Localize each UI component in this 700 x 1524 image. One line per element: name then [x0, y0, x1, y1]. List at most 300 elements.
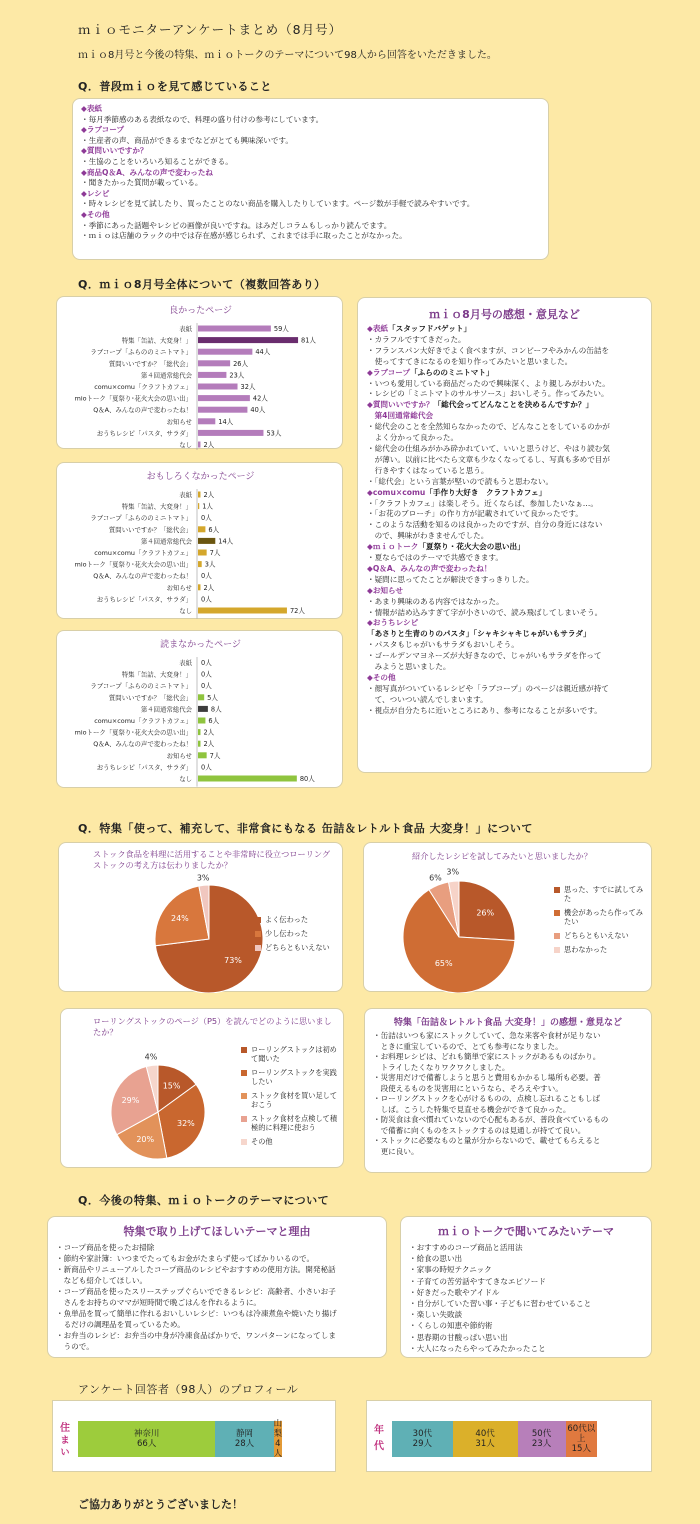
bar-category-label: 質問いいですか？「総代会」 [108, 525, 192, 534]
bar-category-label: 第４回通常総代会 [140, 371, 192, 380]
bar [198, 561, 202, 567]
comment-group [367, 629, 642, 673]
mio-talk-card [400, 1216, 652, 1358]
bar-value-label: 2人 [203, 491, 215, 499]
bar-category-label: comu×comu「クラフトカフェ」 [94, 383, 192, 391]
bar-chart-unread [57, 631, 344, 789]
legend-item [554, 931, 650, 940]
bar-value-label: 2人 [203, 441, 215, 449]
comment-group [367, 488, 642, 543]
comment-group [367, 542, 642, 564]
bar [198, 741, 200, 747]
segment-name: 50代 [531, 1429, 552, 1439]
bar-value-label: 0人 [201, 763, 212, 772]
comment-group-heading [81, 168, 540, 179]
bar-value-label: 0人 [201, 670, 212, 679]
legend-swatch [241, 1093, 247, 1099]
list-line: ・魚単品を買って簡単に作れるおいしいレシピ：いつもは冷凍煮魚や焼いたり揚げ [56, 1309, 337, 1318]
comment-line: ・顔写真がついているレシピや「ラブコープ」のページは親近感が持て [367, 683, 609, 693]
legend-swatch [241, 1070, 247, 1076]
bar-value-label: 44人 [255, 348, 271, 357]
q1-card [72, 98, 549, 260]
group-label: ◆ｍｉｏトーク [367, 542, 419, 552]
list-line: 更に良い。 [373, 1146, 419, 1156]
bar-category-label: ラブコープ「ふらののミニトマト」 [90, 514, 192, 523]
bar-value-label: 7人 [209, 751, 221, 760]
bar-value-label: 53人 [266, 429, 282, 438]
mio-talk-title: ｍｉｏトークで聞いてみたいテーマ [438, 1225, 614, 1238]
q2-heading: Q．ｍｉｏ8月号全体について（複数回答あり） [78, 278, 326, 291]
bar-value-label: 59人 [273, 325, 289, 333]
bar-category-label: comu×comu「クラフトカフェ」 [94, 549, 192, 557]
legend-item [255, 915, 341, 924]
list-line: ・思春期の甘酸っぱい思い出 [409, 1332, 508, 1342]
legend-item [255, 929, 341, 938]
bar-category-label: 質問いいですか？「総代会」 [108, 693, 192, 702]
bar-value-label: 0人 [201, 659, 212, 667]
segment-name: 神奈川 [133, 1429, 160, 1439]
pie-value-label: 29% [121, 1096, 140, 1106]
list-line: ときに重宝しているので、とても参考になりました。 [373, 1041, 563, 1051]
group-label: ◆その他 [81, 209, 110, 219]
bar [198, 538, 215, 544]
bar-value-label: 6人 [208, 525, 220, 534]
legend-label: 機会があったら作ってみたい [564, 908, 643, 926]
legend-label: ローリングストックを実践したい [251, 1068, 337, 1086]
list-line: ・お料理レシピは、どれも簡単で家にストックがあるものばかり。 [373, 1052, 601, 1061]
bar-value-label: 81人 [301, 336, 317, 345]
q2-comments-card [357, 297, 652, 773]
group-label: ◆おうちレシピ [367, 618, 419, 628]
bar [198, 729, 200, 735]
list-line: ・節約や家計簿：いつまでたってもお金がたまらず使ってばかりいるので。 [56, 1254, 315, 1263]
pie1-legend [255, 915, 341, 957]
q3-comments [373, 1031, 643, 1157]
list-line: ・子育ての苦労話やすてきなエピソード [409, 1276, 546, 1286]
q2-comments [367, 324, 642, 717]
bar [198, 442, 200, 448]
comment-group [367, 673, 642, 717]
bar [198, 372, 226, 378]
segment-count: 31人 [475, 1439, 495, 1449]
comment-line: 行きやすくはなっていると思う。 [367, 465, 489, 475]
bar-value-label: 40人 [250, 406, 266, 415]
comment-group-heading [81, 104, 540, 115]
legend-swatch [554, 947, 560, 953]
bar-category-label: なし [179, 607, 192, 615]
group-label: ◆表紙 [367, 324, 389, 333]
profile-segment [518, 1421, 566, 1457]
bar-category-label: 特集「缶詰、大変身！」 [121, 336, 192, 345]
bar-value-label: 0人 [201, 572, 212, 581]
bar-category-label: 表紙 [179, 491, 192, 499]
segment-name: 静岡 [236, 1429, 254, 1439]
bar [198, 776, 297, 782]
q1-heading: Q．普段ｍｉｏを見て感じていること [78, 80, 272, 93]
legend-label: 思った、すでに試してみた [564, 885, 644, 903]
bar [198, 337, 298, 343]
pie-card-2 [363, 842, 652, 992]
list-line: ・給食の思い出 [409, 1254, 463, 1264]
comment-group-heading [81, 210, 540, 221]
q3-comments-card [364, 1008, 652, 1173]
comment-group [81, 146, 540, 167]
list-line: ・楽しい失敗談 [409, 1310, 463, 1320]
bar-chart-title: おもしろくなかったページ [146, 472, 255, 482]
comment-group [367, 564, 642, 586]
legend-label: 思わなかった [564, 945, 608, 954]
comment-group-heading [367, 629, 642, 640]
group-label: ◆質問いいですか？ [367, 400, 434, 410]
legend-label: ストック食材を点検して積極的に料理に使おう [251, 1114, 338, 1132]
bar [198, 430, 263, 436]
pie-value-label: 65% [434, 958, 453, 968]
comment-line: ・情報が詰め込みすぎて字が小さいので、読み飛ばしてしまいそう。 [367, 607, 603, 617]
group-subtitle: 「手作り大好き クラフトカフェ」 [425, 487, 547, 497]
bar [198, 418, 215, 424]
bar [198, 694, 204, 700]
bar [198, 360, 230, 366]
comment-line: ・疑問に思ってたことが解決できすっきりした。 [367, 574, 534, 584]
group-label: ◆ラブコープ [81, 125, 125, 135]
pie-value-label: 3% [196, 873, 210, 883]
profile-segment [215, 1421, 273, 1457]
legend-item [241, 1114, 341, 1132]
pie-value-label: 6% [429, 873, 442, 883]
comment-group [81, 168, 540, 189]
residence-bar [78, 1421, 282, 1457]
bar-category-label: comu×comu「クラフトカフェ」 [94, 717, 192, 725]
segment-name: 60代以上 [567, 1424, 596, 1444]
segment-count: 4人 [273, 1439, 283, 1459]
comment-line: ・夏ならではのテーマで共感できます。 [367, 553, 504, 563]
bar [198, 349, 252, 355]
comment-line: ・聞きたかった質問が載っている。 [81, 178, 203, 188]
legend-label: どちらともいえない [265, 943, 330, 952]
bar-value-label: 0人 [201, 682, 212, 691]
bar-value-label: 2人 [203, 740, 215, 749]
list-line: で備蓄に向くものをストックするのは見通しが持てて良い。 [373, 1125, 586, 1135]
bar-category-label: おうちレシピ「パスタ、サラダ」 [96, 763, 192, 772]
bar-category-label: 特集「缶詰、大変身！」 [121, 502, 192, 511]
comment-line: よく分かって良かった。 [367, 433, 459, 443]
bar-value-label: 2人 [203, 728, 215, 737]
legend-swatch [255, 945, 261, 951]
comment-group [81, 210, 540, 242]
bar-value-label: 14人 [218, 417, 234, 426]
bar [198, 384, 238, 390]
bar-value-label: 80人 [299, 775, 315, 783]
comment-group [367, 586, 642, 619]
bar-category-label: なし [179, 775, 192, 783]
bar-value-label: 14人 [218, 537, 234, 546]
comment-group [367, 368, 642, 401]
comment-group-heading [367, 411, 642, 422]
list-line: しば。こうした特集で見直せる機会ができて良かった。 [373, 1104, 571, 1114]
pie-value-label: 73% [224, 956, 242, 966]
list-line: トライしたくなりワクワクしました。 [373, 1062, 510, 1072]
legend-label: どちらともいえない [564, 931, 629, 940]
q3-comments-title: 特集「缶詰＆レトルト食品 大変身！」の感想・意見など [393, 1018, 623, 1028]
bar-category-label: 表紙 [179, 659, 192, 667]
bar-value-label: 0人 [201, 514, 212, 523]
bar-category-label: Q＆A、みんなの声で変わったね！ [93, 572, 192, 581]
bar [198, 706, 208, 712]
comment-group [81, 125, 540, 146]
comment-group [367, 324, 642, 368]
profile-segment [392, 1421, 453, 1457]
list-line: さんをお持ちのママが短時間で晩ごはんを作れるように。 [56, 1298, 262, 1307]
comment-line: ・生協のことをいろいろ知ることができる。 [81, 156, 233, 166]
bar-value-label: 8人 [210, 705, 222, 714]
residence-label: 住 まい [60, 1423, 70, 1458]
list-line: なども紹介してほしい。 [56, 1276, 148, 1285]
bar [198, 503, 199, 509]
bar-category-label: お知らせ [166, 751, 192, 760]
pie3-title: ローリングストックのページ（P5）を読んでどのように思いましたか？ [93, 1016, 332, 1037]
legend-item [554, 945, 650, 954]
bar [198, 326, 271, 332]
bar-value-label: 5人 [207, 693, 218, 702]
bar-category-label: mioトーク「夏祭り･花火大会の思い出」 [74, 560, 192, 569]
segment-count: 29人 [412, 1439, 432, 1449]
comment-group-heading [367, 673, 642, 684]
bar-value-label: 23人 [229, 371, 245, 380]
comment-group-heading [367, 618, 642, 629]
comment-line: ・レシピの「ミニトマトのサルサソース」おいしそう。作ってみたい。 [367, 389, 609, 399]
bar-category-label: mioトーク「夏祭り･花火大会の思い出」 [74, 728, 192, 737]
group-subtitle: 「スタッフドバゲット」 [388, 324, 472, 333]
legend-swatch [241, 1047, 247, 1053]
future-themes-list [56, 1242, 378, 1352]
comment-group-heading [81, 146, 540, 157]
list-line: うので。 [56, 1342, 94, 1351]
list-line: ・新商品やリニューアルしたコープ商品のレシピやおすすめの使用方法。開発秘話 [56, 1265, 336, 1274]
thanks-message: ご協力ありがとうございました！ [78, 1498, 243, 1511]
comment-group-heading [367, 564, 642, 575]
legend-label: その他 [251, 1137, 273, 1146]
comment-line: ので、興味がわきませんでした。 [367, 531, 489, 541]
legend-label: よく伝わった [265, 915, 309, 924]
comment-line: ・カラフルですてきだった。 [367, 334, 466, 344]
bar-category-label: お知らせ [166, 583, 192, 592]
bar [198, 407, 247, 413]
bar-value-label: 3人 [204, 560, 216, 569]
segment-count: 28人 [234, 1439, 255, 1449]
chart-boring-pages [56, 462, 343, 619]
list-line: るだけの調理品を買っているため。 [56, 1320, 185, 1329]
legend-swatch [255, 917, 261, 923]
bar-category-label: ラブコープ「ふらののミニトマト」 [90, 348, 192, 357]
q4-heading: Q．今後の特集、ｍｉｏトークのテーマについて [78, 1194, 330, 1207]
list-line: ・コープ商品を使ったスリーステップぐらいでできるレシピ：高齢者、小さいお子 [56, 1287, 336, 1296]
bar-category-label: 第４回通常総代会 [140, 705, 192, 714]
bar-value-label: 2人 [203, 583, 215, 592]
comment-line: ・生産者の声、商品ができるまでなどがとても興味深いです。 [81, 135, 294, 145]
bar-category-label: なし [179, 441, 192, 449]
bar [198, 608, 287, 614]
group-label: ◆その他 [367, 673, 396, 682]
bar-value-label: 26人 [233, 359, 249, 368]
profile-heading: アンケート回答者（98人）のプロフィール [78, 1383, 299, 1396]
profile-segment [78, 1421, 215, 1457]
comment-line: ・「総代会」という言葉が堅いので読もうと思わない。 [367, 476, 554, 486]
list-line: ・くらしの知恵や節約術 [409, 1321, 493, 1331]
bar-category-label: mioトーク「夏祭り･花火大会の思い出」 [74, 394, 192, 403]
q1-comments [81, 104, 540, 242]
bar-value-label: 1人 [202, 502, 214, 511]
bar-category-label: 第４回通常総代会 [140, 537, 192, 546]
comment-line: ・視点が自分たちに近いところにあり、参考になることが多いです。 [367, 705, 602, 715]
bar-category-label: Q＆A、みんなの声で変わったね！ [93, 740, 192, 749]
bar-category-label: ラブコープ「ふらののミニトマト」 [90, 682, 192, 691]
list-line: ・家事の時短テクニック [409, 1265, 492, 1275]
comment-line: みようと思いました。 [367, 662, 451, 672]
segment-count: 23人 [531, 1439, 552, 1449]
bar-category-label: 特集「缶詰、大変身！」 [121, 670, 192, 679]
group-label: 第4回通常総代会 [367, 411, 434, 421]
bar [198, 492, 200, 498]
list-line: ・好きだった歌やアイドル [409, 1287, 500, 1297]
bar-category-label: おうちレシピ「パスタ、サラダ」 [96, 429, 192, 438]
page-intro: ｍｉｏ8月号と今後の特集、ｍｉｏトークのテーマについて98人から回答をいただきました。 [78, 50, 497, 61]
comment-line: が薄い。以前に比べたら文章も少なくなってるし、写真も多めで目が [367, 454, 610, 464]
comment-group-heading [367, 488, 642, 499]
profile-segment [453, 1421, 518, 1457]
list-line: ・災害用だけで備蓄しようと思うと費用もかかるし場所も必要。普 [373, 1073, 601, 1082]
comment-line: ・フランスパン大好きでよく食べますが、コンビーフやみかんの缶詰を [367, 345, 610, 355]
comment-line: ・総代会のことを全然知らなかったので、どんなことをしているのかが [367, 422, 610, 432]
pie-value-label: 15% [162, 1081, 181, 1091]
comment-line: ・時々レシピを見て試したり、買ったことのない商品を購入したりしています。ページ数が手軽で読みやすいです。 [81, 199, 475, 209]
legend-item [241, 1137, 341, 1146]
segment-name: 30代 [412, 1429, 432, 1439]
bar [198, 584, 200, 590]
legend-item [554, 885, 650, 903]
legend-item [554, 908, 650, 926]
legend-label: ローリングストックは初めて聞いた [251, 1045, 337, 1063]
pie-value-label: 20% [136, 1135, 155, 1145]
bar-value-label: 7人 [209, 549, 221, 557]
group-subtitle: 「あさりと生青のりのパスタ」「シャキシャキじゃがいもサラダ」 [367, 629, 591, 639]
comment-line: ・いつも愛用している商品だったので興味深く、より親しみがわいた。 [367, 378, 610, 388]
list-line: ・ローリングストックを心がけるものの、点検し忘れることもしば [373, 1094, 601, 1103]
comment-group-heading [81, 125, 540, 136]
segment-name: 40代 [475, 1429, 495, 1439]
bar [198, 526, 205, 532]
bar-chart-good [57, 297, 344, 450]
future-themes-title: 特集で取り上げてほしいテーマと理由 [123, 1225, 311, 1238]
chart-good-pages [56, 296, 343, 449]
list-line: ・おすすめのコープ商品と活用法 [409, 1243, 523, 1252]
bar-value-label: 72人 [289, 607, 305, 615]
pie-value-label: 26% [476, 908, 495, 918]
legend-item [241, 1068, 341, 1086]
legend-item [255, 943, 341, 952]
bar-category-label: 質問いいですか？「総代会」 [108, 359, 192, 368]
profile-segment [566, 1421, 597, 1457]
comment-line: ・「お花のブローチ」の作り方が記載されていて良かったです。 [367, 509, 583, 519]
bar-value-label: 42人 [252, 394, 268, 403]
comment-group [367, 618, 642, 629]
bar [198, 550, 207, 556]
age-bar [392, 1421, 597, 1457]
group-label: ◆Q＆A、みんなの声で変わったね！ [367, 563, 492, 573]
comment-line: ・総代会の仕組みがかみ砕かれていて、いいと思うけど、やはり読む気 [367, 443, 610, 453]
comment-line: 使ってすてきになるのを知り作ってみたいと思いました。 [367, 356, 573, 366]
bar [198, 718, 205, 724]
bar-category-label: 表紙 [179, 325, 192, 333]
comment-line: て、ついつい読んでしまいます。 [367, 694, 488, 704]
legend-swatch [554, 887, 560, 893]
list-line: 段使えるものを災害用にというなら、そろえやすい。 [373, 1083, 563, 1093]
legend-item [241, 1045, 341, 1063]
comment-group-heading [367, 368, 642, 379]
group-label: ◆表紙 [81, 104, 103, 113]
group-label: ◆レシピ [81, 188, 110, 198]
age-label: 年 代 [374, 1425, 384, 1452]
list-line: ・お弁当のレシピ：お弁当の中身が冷凍食品ばかりで、ワンパターンになってしま [56, 1331, 336, 1340]
comment-line: ・このような活動を知るのは良かったのですが、自分の身近にはない [367, 520, 603, 530]
pie-value-label: 24% [170, 913, 189, 923]
legend-item [241, 1091, 341, 1109]
comment-group [81, 104, 540, 125]
pie-value-label: 3% [446, 867, 460, 877]
bar-value-label: 32人 [240, 383, 256, 391]
group-subtitle: 「総代会ってどんなことを決めるんですか？」 [433, 400, 594, 410]
comment-line: ・パスタもじゃがいもサラダもおいしそう。 [367, 640, 519, 650]
list-line: ・缶詰はいつも家にストックしていて、急な来客や食材が足りない [373, 1031, 601, 1040]
bar-value-label: 6人 [208, 717, 220, 725]
bar [198, 395, 250, 401]
comment-line: ・ゴールデンマヨネーズが大好きなので、じゃがいもサラダを作って [367, 651, 602, 661]
comment-group [367, 400, 642, 411]
bar-category-label: お知らせ [166, 417, 192, 426]
pie-card-3 [60, 1008, 344, 1168]
bar-chart-title: 読まなかったページ [160, 640, 241, 650]
legend-swatch [255, 931, 261, 937]
pie-card-1 [58, 842, 343, 992]
group-subtitle: 「ふらののミニトマト」 [410, 367, 494, 377]
comment-group [367, 411, 642, 487]
comment-group-heading [81, 189, 540, 200]
list-line: ・ストックに必要なものと量が分からないので、載せてもらえると [373, 1136, 601, 1145]
pie3-legend [241, 1045, 341, 1151]
list-line: ・自分がしていた習い事・子どもに習わせていること [409, 1299, 592, 1309]
residence-card [52, 1400, 336, 1472]
comment-line: ・ｍｉｏは店舗のラックの中では存在感が感じられず、これまでは手に取ったことがなかった。 [81, 231, 407, 241]
pie-value-label: 4% [144, 1052, 158, 1062]
profile-segment [274, 1421, 282, 1457]
comment-line: ・毎月季節感のある表紙なので、料理の盛り付けの参考にしています。 [81, 114, 324, 124]
bar-category-label: Q＆A、みんなの声で変わったね！ [93, 406, 192, 415]
legend-swatch [241, 1116, 247, 1122]
group-label: ◆comu×comu [367, 487, 426, 497]
legend-label: 少し伝わった [265, 929, 309, 938]
list-line: ・大人になったらやってみたかったこと [409, 1343, 546, 1353]
page-title: ｍｉｏモニターアンケートまとめ（8月号） [78, 22, 343, 37]
q2-comments-title: ｍｉｏ8月号の感想・意見など [429, 308, 580, 321]
bar-chart-boring [57, 463, 344, 620]
comment-group-heading [367, 586, 642, 597]
comment-line: ・あまり興味のある内容ではなかった。 [367, 596, 504, 606]
comment-line: ・「クラフトカフェ」は楽しそう。近くならば、参加したいなぁ…。 [367, 498, 598, 508]
comment-group [81, 189, 540, 210]
list-line: ・防災食は食べ慣れていないので心配もあるが、普段食べているもの [373, 1115, 609, 1124]
legend-swatch [241, 1139, 247, 1145]
comment-line: ・季節にあった話題やレシピの画像が良いですね。はみだしコラムもしっかり読んでます。 [81, 220, 392, 230]
pie2-title: 紹介したレシピを試してみたいと思いましたか？ [412, 851, 592, 861]
